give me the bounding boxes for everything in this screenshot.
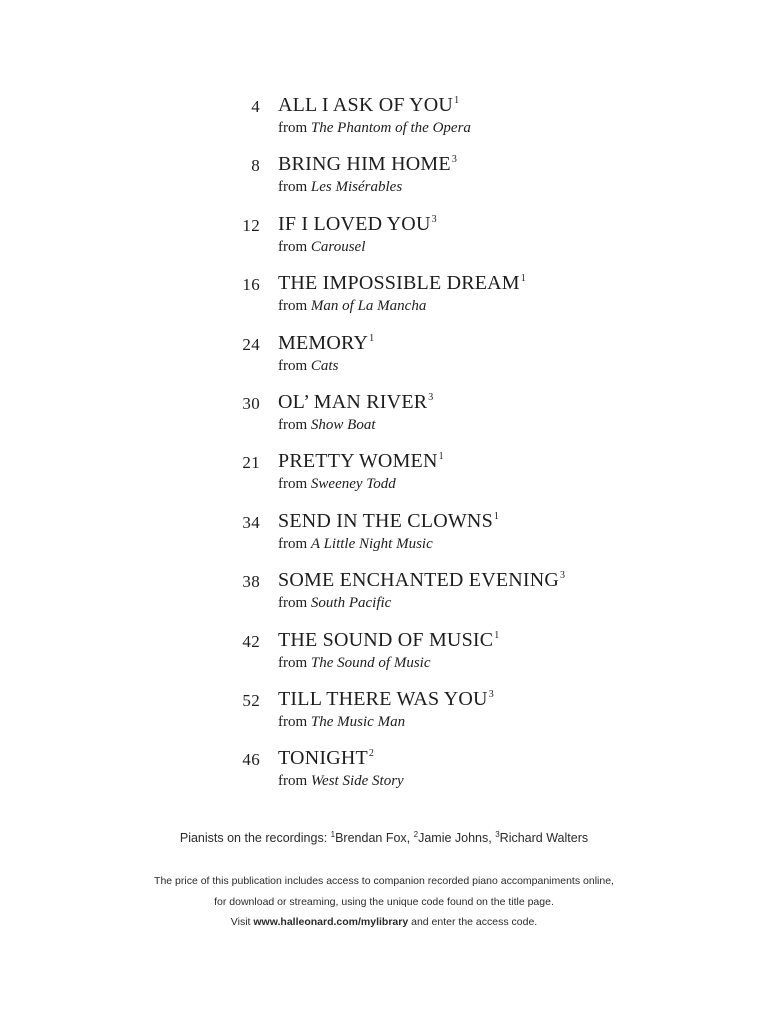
toc-entry[interactable]: [226, 329, 666, 388]
from-label: from: [278, 120, 308, 136]
show-title: The Phantom of the Opera: [310, 120, 471, 136]
toc-entry[interactable]: [226, 150, 666, 209]
pianist-names: [331, 831, 588, 845]
from-label: from: [278, 595, 308, 612]
show-title: Show Boat: [310, 416, 376, 433]
song-title: [278, 153, 457, 176]
toc-entry[interactable]: [226, 447, 666, 506]
page-number: 24: [242, 334, 260, 354]
show-title: Man of La Mancha: [310, 298, 427, 315]
notice-line-2: for download or streaming, using the unique code found on the title page.: [214, 895, 554, 908]
toc-entry[interactable]: [226, 685, 666, 744]
song-title: [278, 747, 374, 770]
pianist-separator: ,: [488, 831, 496, 845]
access-notice: [0, 871, 768, 933]
page-number: 12: [242, 215, 260, 235]
show-title: A Little Night Music: [310, 535, 433, 552]
pianist-name: Jamie Johns: [418, 831, 489, 845]
notice-enter-code: and enter the access code.: [408, 916, 538, 928]
song-title: [278, 510, 499, 533]
toc-entry[interactable]: [226, 269, 666, 328]
pianist-marker: 3: [488, 688, 494, 700]
song-title-text: THE SOUND OF MUSIC: [278, 628, 494, 651]
song-title: [278, 391, 433, 414]
song-source: [278, 239, 365, 256]
song-source: [278, 476, 396, 493]
toc-entry[interactable]: [226, 507, 666, 566]
song-title: [278, 629, 500, 652]
song-source: [278, 120, 471, 137]
pianist-marker: 3: [495, 830, 500, 839]
pianist-name: Brendan Fox: [335, 831, 407, 845]
from-label: from: [278, 238, 308, 255]
song-title-text: ALL I ASK OF YOU: [278, 94, 454, 116]
pianist-marker: 1: [494, 629, 500, 641]
notice-line-1: The price of this publication includes access to companion recorded piano accompaniments online,: [154, 875, 614, 887]
library-url-link[interactable]: www.halleonard.com/mylibrary: [253, 916, 409, 928]
song-source: [278, 595, 391, 612]
page-number: 38: [242, 572, 260, 592]
pianist-marker: 1: [438, 451, 444, 463]
from-label: from: [278, 298, 308, 315]
show-title: Sweeney Todd: [310, 476, 396, 493]
song-title-text: OL’ MAN RIVER: [278, 390, 428, 413]
page-number: 16: [242, 275, 260, 295]
page-number: 52: [242, 690, 260, 710]
song-title-text: IF I LOVED YOU: [278, 212, 431, 235]
pianist-marker: 1: [520, 273, 526, 285]
pianist-marker: 2: [413, 830, 419, 839]
song-title: [278, 450, 444, 473]
from-label: from: [278, 713, 308, 730]
song-title: [278, 213, 437, 236]
song-title-text: TILL THERE WAS YOU: [278, 687, 488, 710]
song-source: [278, 417, 376, 434]
pianist-marker: 1: [330, 830, 336, 839]
page-number: 34: [242, 512, 260, 532]
song-title-text: SEND IN THE CLOWNS: [278, 509, 493, 532]
toc-entry[interactable]: [226, 91, 666, 150]
notice-visit: Visit: [230, 916, 254, 928]
toc-entry[interactable]: [226, 388, 666, 447]
toc-entry[interactable]: [226, 210, 666, 269]
song-source: [278, 298, 426, 315]
show-title: Cats: [310, 357, 339, 374]
toc-entry[interactable]: [226, 626, 666, 685]
from-label: from: [278, 773, 308, 790]
from-label: from: [278, 416, 308, 433]
pianist-name: Richard Walters: [499, 831, 589, 845]
pianist-marker: 3: [431, 213, 437, 225]
show-title: The Music Man: [310, 713, 406, 730]
show-title: Carousel: [310, 238, 366, 255]
song-title-text: TONIGHT: [278, 747, 368, 770]
pianist-marker: 1: [369, 332, 375, 344]
song-source: [278, 773, 404, 790]
song-source: [278, 536, 433, 553]
page-number: 46: [242, 750, 260, 770]
pianist-credits: [0, 831, 768, 845]
pianist-marker: 3: [451, 154, 458, 166]
song-source: [278, 358, 338, 375]
song-title-text: BRING HIM HOME: [278, 153, 451, 176]
from-label: from: [278, 179, 308, 196]
from-label: from: [278, 357, 308, 374]
song-title: [278, 332, 374, 355]
from-label: from: [278, 654, 308, 671]
song-title: [278, 569, 565, 592]
from-label: from: [278, 476, 308, 493]
song-title: [278, 688, 494, 711]
pianist-credits-prefix: Pianists on the recordings:: [179, 831, 331, 845]
pianist-marker: 3: [560, 570, 566, 582]
pianist-marker: 1: [454, 95, 460, 106]
show-title: South Pacific: [310, 595, 392, 612]
table-of-contents: [226, 91, 666, 804]
show-title: West Side Story: [310, 773, 404, 790]
page-number: 42: [242, 631, 260, 651]
pianist-marker: 3: [428, 391, 434, 403]
song-source: [278, 655, 431, 672]
pianist-separator: ,: [406, 831, 414, 845]
show-title: Les Misérables: [310, 179, 403, 196]
song-title-text: SOME ENCHANTED EVENING: [278, 569, 560, 592]
song-title-text: MEMORY: [278, 331, 369, 354]
song-source: [278, 714, 405, 731]
page-number: 21: [242, 453, 260, 473]
song-title: [278, 272, 526, 295]
page-number: 4: [251, 97, 260, 116]
page-number: 8: [251, 156, 260, 176]
pianist-marker: 1: [493, 510, 500, 522]
toc-entry[interactable]: [226, 744, 666, 803]
pianist-marker: 2: [368, 748, 375, 760]
toc-entry[interactable]: [226, 566, 666, 625]
show-title: The Sound of Music: [310, 654, 431, 671]
page-number: 30: [242, 393, 260, 413]
notice-line-3: [0, 912, 768, 933]
song-title-text: THE IMPOSSIBLE DREAM: [278, 272, 520, 295]
song-title-text: PRETTY WOMEN: [278, 450, 438, 473]
song-title: [278, 94, 459, 117]
from-label: from: [278, 535, 308, 552]
song-source: [278, 179, 402, 196]
